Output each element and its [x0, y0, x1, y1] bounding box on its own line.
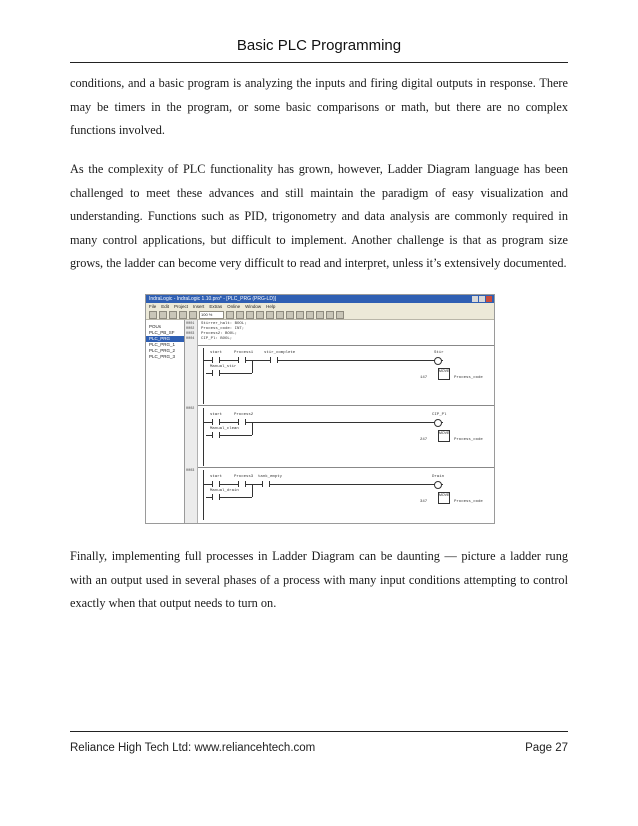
new-icon	[149, 311, 157, 319]
move-output-label: Process_code	[454, 500, 483, 504]
window-menubar	[146, 303, 494, 310]
contact-symbol	[262, 481, 270, 487]
find-icon	[256, 311, 264, 319]
contact-label: stir_complete	[264, 351, 296, 355]
coil-icon	[286, 311, 294, 319]
tree-item-plc-pb-sf: PLC_PB_SF	[149, 330, 175, 335]
save-icon	[169, 311, 177, 319]
menu-online: Online	[227, 304, 241, 309]
line-gutter	[185, 320, 198, 523]
contact-symbol	[238, 481, 246, 487]
move-input-value: 247	[420, 438, 428, 442]
footer-page-number: Page 27	[525, 742, 568, 754]
minimize-icon	[472, 296, 478, 302]
line-number: 0003	[186, 332, 195, 336]
parallel-wire	[252, 484, 253, 497]
contact-symbol	[212, 419, 220, 425]
build-icon	[179, 311, 187, 319]
contact-symbol	[238, 419, 246, 425]
move-output-label: Process_code	[454, 438, 483, 442]
line-number: 0002	[186, 327, 195, 331]
parallel-wire	[252, 422, 253, 435]
menu-edit: Edit	[161, 304, 170, 309]
menu-extras: Extras	[209, 304, 223, 309]
ladder-editor	[198, 320, 494, 523]
move-block	[438, 430, 450, 442]
tree-item-plc-prg: PLC_PRG	[146, 336, 184, 342]
menu-project: Project	[174, 304, 189, 309]
tree-item-plc-prg-1: PLC_PRG_1	[149, 342, 176, 347]
contact-icon	[266, 311, 274, 319]
declaration-line: Stirrer_halt: BOOL;	[201, 322, 247, 326]
ladder-diagram-screenshot	[145, 294, 495, 524]
rung-number: 0002	[186, 407, 195, 411]
paragraph-2: As the complexity of PLC functionality has grown, however, Ladder Diagram language has been challenged to meet these advances and still maintain the paradigm of easy visualization and understanding. Functions such as PID, trigonometry and data analysis are commonly required in many control applications, but difficult to implement. Another challenge is that as program size grows, the ladder can become very difficult to read and interpret, unless it’s extensively documented.	[70, 162, 568, 271]
header-rule	[70, 62, 568, 63]
left-power-rail	[203, 470, 204, 520]
window-titlebar	[146, 295, 494, 303]
editor-workspace	[146, 320, 494, 523]
ladder-rung-1	[198, 345, 494, 406]
coil-symbol	[434, 481, 442, 489]
jump-icon	[306, 311, 314, 319]
contact-symbol	[212, 357, 220, 363]
tree-item-pous: POUs	[149, 324, 162, 329]
line-number: 0001	[186, 322, 195, 326]
window-title: IndraLogic - IndraLogic 1.10.pro* - [PLC_PRG (PRG-LD)]	[149, 296, 276, 302]
comment-icon	[326, 311, 334, 319]
contact-label: Process1	[234, 351, 254, 355]
contact-label: start	[210, 351, 223, 355]
copy-icon	[236, 311, 244, 319]
variable-declarations	[201, 322, 247, 342]
coil-label: CIP_Pl	[432, 413, 447, 417]
contact-label: Process3	[234, 475, 254, 479]
paragraph-1: conditions, and a basic program is analyzing the inputs and firing digital outputs in response. There may be timers in the program, or some basic comparisons or math, but there are no complex functions involved.	[70, 76, 568, 138]
contact-label: start	[210, 475, 223, 479]
contact-symbol	[212, 481, 220, 487]
paste-icon	[246, 311, 254, 319]
contact-symbol	[212, 432, 220, 438]
contact-label: tank_empty	[258, 475, 283, 479]
coil-symbol	[434, 419, 442, 427]
line-number: 0004	[186, 337, 195, 341]
move-block-label: MOVE	[439, 369, 450, 373]
login-icon	[189, 311, 197, 319]
open-icon	[159, 311, 167, 319]
menu-file: File	[149, 304, 157, 309]
left-power-rail	[203, 408, 204, 466]
close-icon	[486, 296, 492, 302]
left-power-rail	[203, 348, 204, 404]
declaration-line: Process2: BOOL;	[201, 332, 238, 336]
contact-symbol	[270, 357, 278, 363]
declaration-line: Process_code: INT;	[201, 327, 245, 331]
contact-symbol	[212, 494, 220, 500]
contact-label: start	[210, 413, 223, 417]
coil-label: Stir	[434, 351, 444, 355]
ladder-rung-3	[198, 467, 494, 524]
move-block-label: MOVE	[439, 493, 450, 497]
paragraph-3: Finally, implementing full processes in Ladder Diagram can be daunting — picture a ladder rung with an output used in several phases of a process with many input conditions attempting to control exactly when that output needs to turn on.	[70, 549, 568, 611]
parallel-wire	[252, 360, 253, 373]
box-icon	[296, 311, 304, 319]
move-output-label: Process_code	[454, 376, 483, 380]
page-header-title: Basic PLC Programming	[236, 37, 402, 54]
move-block	[438, 368, 450, 380]
contact-label: Process2	[234, 413, 254, 417]
parallel-contact-label: Manual_clean	[210, 427, 239, 431]
zoom-select: 100 %	[199, 311, 224, 319]
coil-symbol	[434, 357, 442, 365]
parallel-contact-label: Manual_stir	[210, 365, 237, 369]
move-block-label: MOVE	[439, 431, 450, 435]
pou-tree	[146, 320, 185, 523]
maximize-icon	[479, 296, 485, 302]
tree-item-plc-prg-3: PLC_PRG_3	[149, 354, 176, 359]
move-block	[438, 492, 450, 504]
contact-symbol	[212, 370, 220, 376]
footer-rule	[70, 731, 568, 732]
tree-item-plc-prg-2: PLC_PRG_2	[149, 348, 176, 353]
contact-symbol	[238, 357, 246, 363]
move-input-value: 347	[420, 500, 428, 504]
window-buttons	[472, 296, 492, 302]
window-toolbar	[146, 310, 494, 320]
cut-icon	[226, 311, 234, 319]
menu-help: Help	[266, 304, 276, 309]
move-input-value: 147	[420, 376, 428, 380]
parallel-contact-label: Manual_drain	[210, 489, 239, 493]
parallel-contact-icon	[276, 311, 284, 319]
ladder-rung-2	[198, 405, 494, 468]
rung-number: 0003	[186, 469, 195, 473]
return-icon	[316, 311, 324, 319]
help-icon	[336, 311, 344, 319]
declaration-line: CIP_Pl: BOOL;	[201, 337, 233, 341]
menu-window: Window	[245, 304, 262, 309]
menu-insert: Insert	[193, 304, 205, 309]
footer-company: Reliance High Tech Ltd: www.reliancehtech.com	[70, 742, 316, 754]
coil-label: Drain	[432, 475, 445, 479]
